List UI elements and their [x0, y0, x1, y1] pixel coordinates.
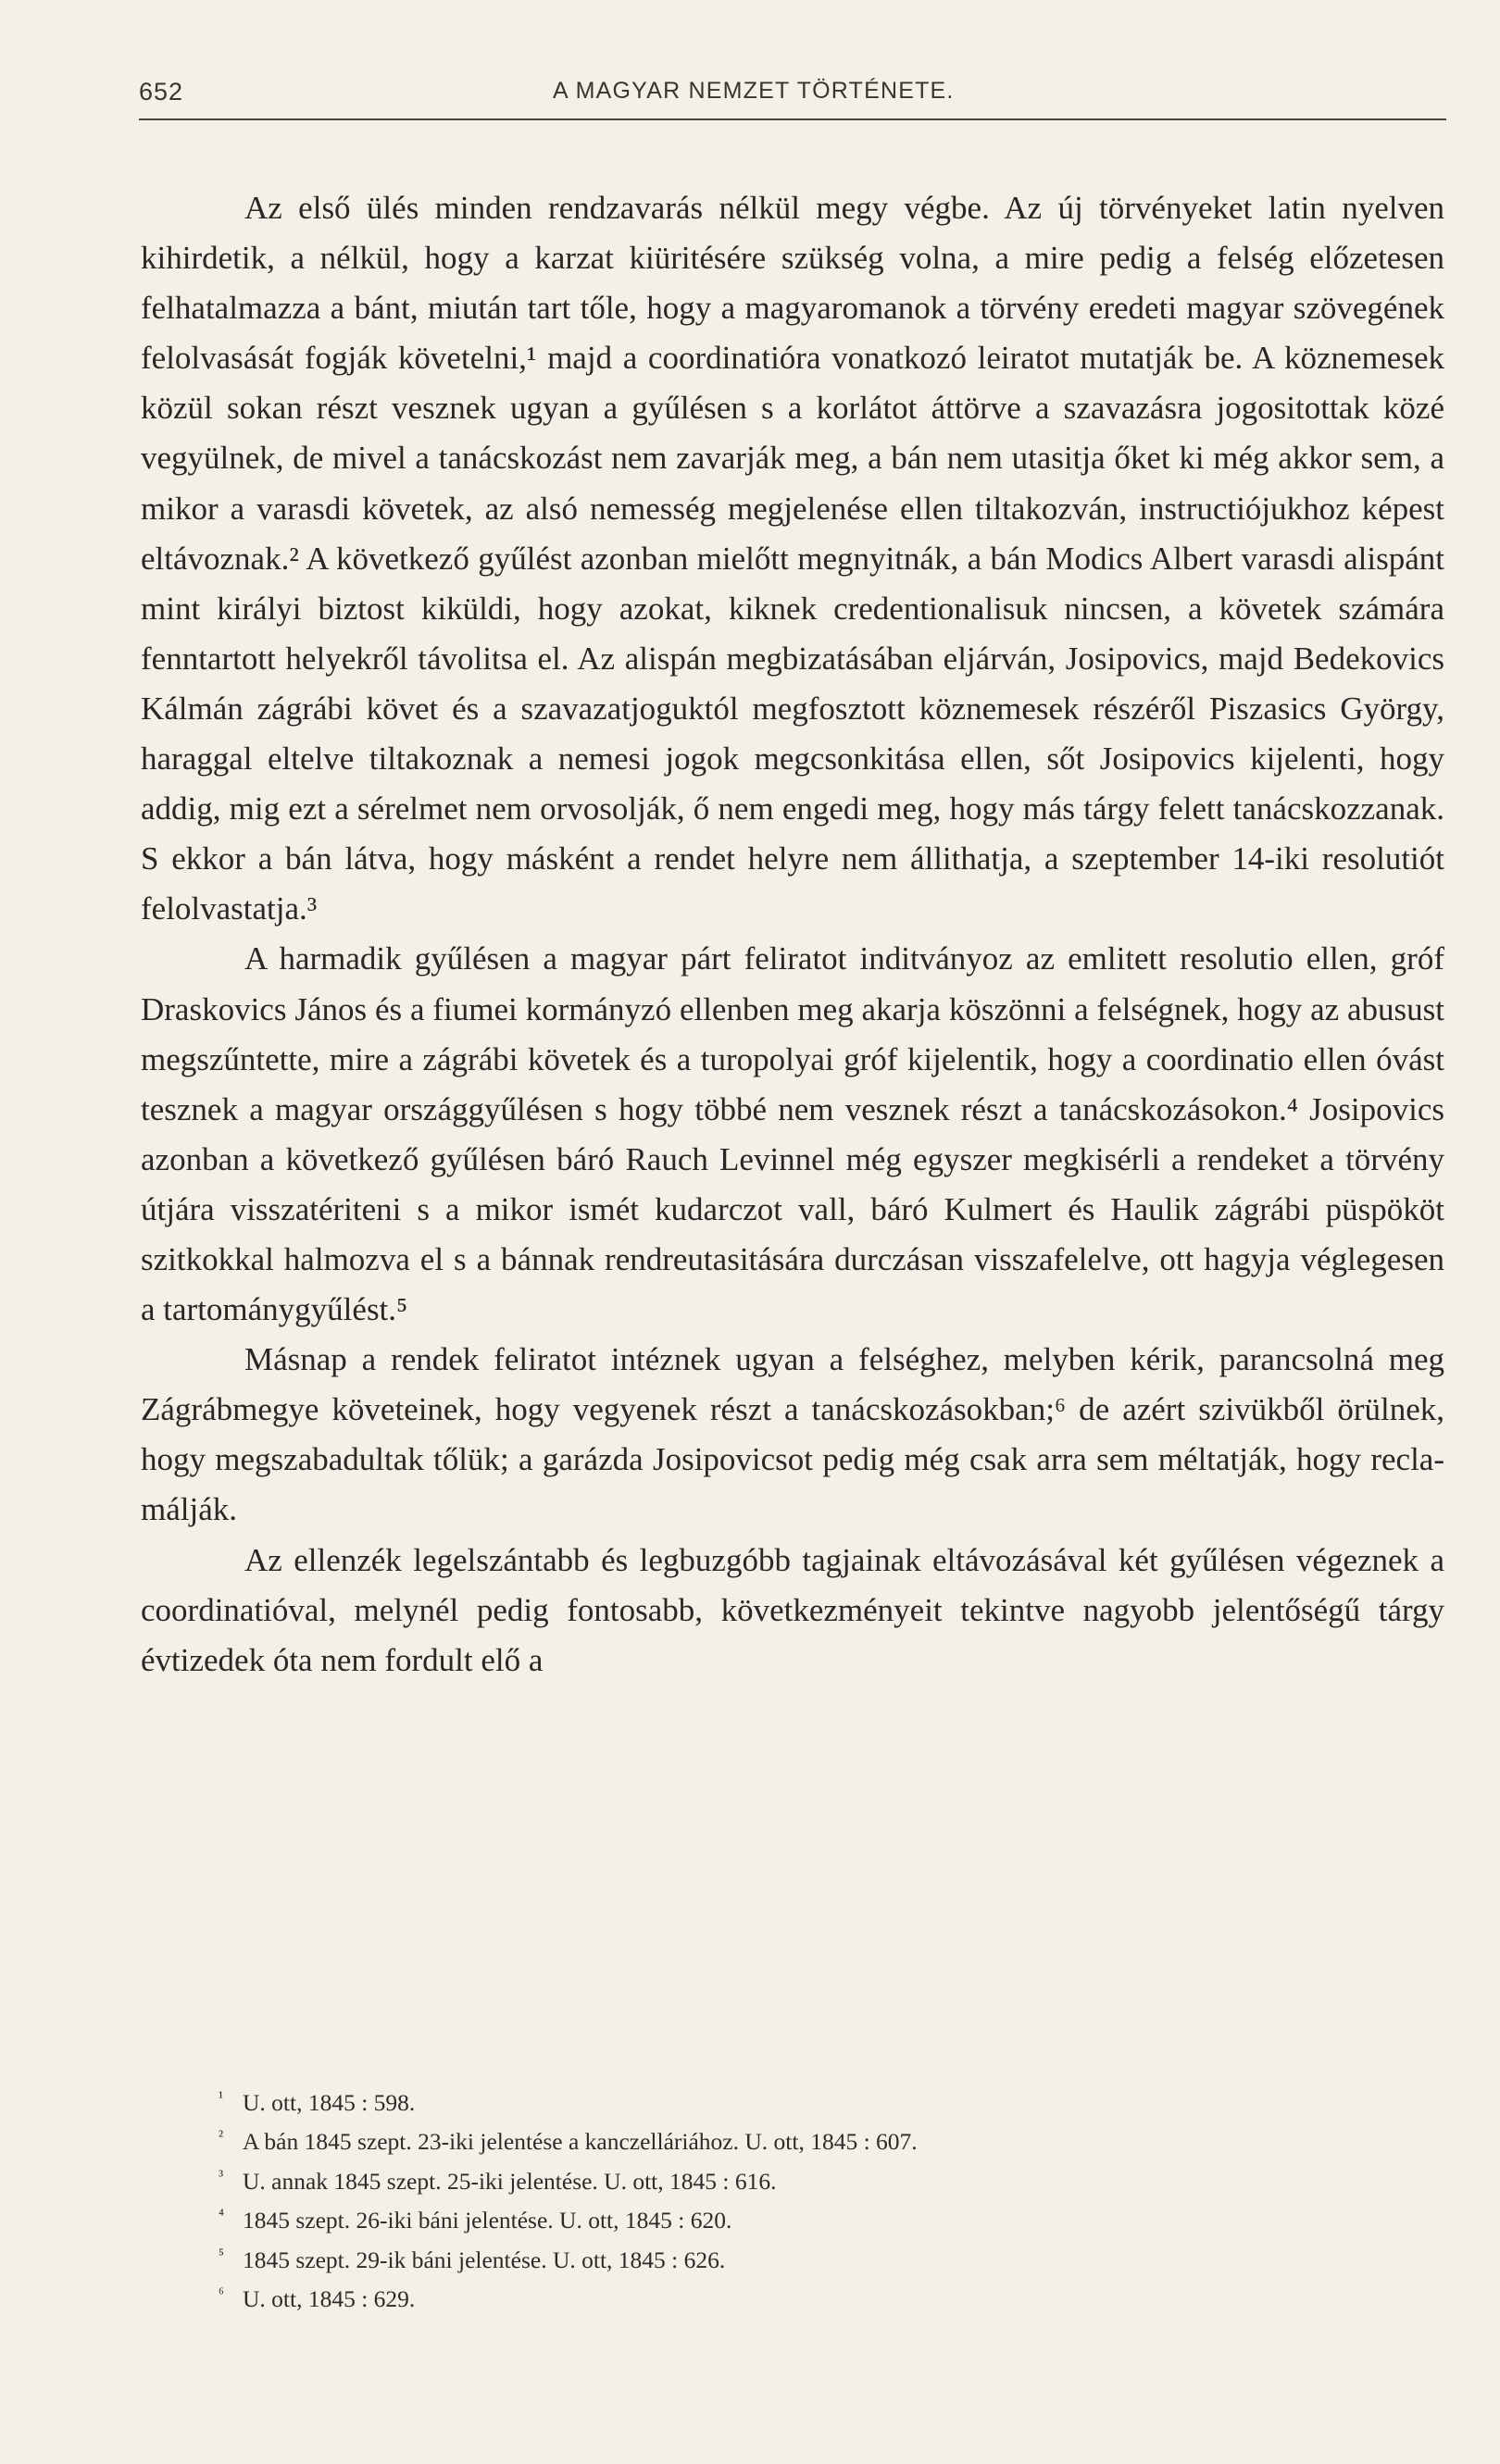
- paragraph: Az első ülés minden rendzavarás nélkül megy végbe. Az új törvényeket latin nyelven kihirdetik, a nélkül, hogy a karzat kiüritésére szükség volna, a mire pedig a felség előzetesen felhatalmazza a bánt, miután tart tőle, hogy a magyaromanok a törvény eredeti magyar szövegének felolvasását fogják követelni,¹ majd a coordinatióra vonatkozó leiratot mutatják be. A köznemesek közül sokan részt vesznek ugyan a gyűlésen s a korlátot áttörve a szavazásra jogositottak közé vegyülnek, de mivel a tanácskozást nem zavarják meg, a bán nem utasitja őket ki még akkor sem, a mikor a varasdi követek, az alsó nemesség megjelenése ellen tiltakozván, instructiójukhoz képest eltávoznak.² A következő gyűlést azonban mielőtt megnyitnák, a bán Modics Albert varasdi alispánt mint királyi biztost kiküldi, hogy azokat, kiknek credentionalisuk nincsen, a követek számára fenntartott helyekről távolitsa el. Az alispán megbizatásában eljárván, Josipovics, majd Bedekovics Kálmán zágrábi követ és a szavazatjoguktól megfosztott köznemesek részéről Piszasics György, haraggal eltelve tiltakoznak a nemesi jogok megcsonkitása ellen, sőt Josipovics kijelenti, hogy addig, mig ezt a sérelmet nem orvosolják, ő nem engedi meg, hogy más tárgy felett tanácskozzanak. S ekkor a bán látva, hogy másként a rendet helyre nem állithatja, a szeptember 14-iki resolutiót felolvastatja.³: [141, 190, 1444, 927]
- footnote-mark: ⁶: [219, 2284, 224, 2303]
- footnote: [219, 2241, 1446, 2280]
- page-number: 652: [139, 78, 184, 106]
- footnote: [219, 2122, 1446, 2161]
- footnote-mark: ¹: [219, 2088, 224, 2106]
- footnote-text: U. ott, 1845 : 598.: [243, 2089, 416, 2116]
- header-rule: [139, 118, 1446, 120]
- paragraph: Másnap a rendek feliratot intéznek ugyan a felséghez, melyben kérik, parancsolná meg Zágrábmegye követeinek, hogy vegyenek részt a tanácskozásokban;⁶ de azért szivükből örülnek, hogy megszabadultak tőlük; a garázda Josipovicsot pedig még csak arra sem méltatják, hogy reclamálják.: [141, 1341, 1444, 1528]
- footnote-text: U. ott, 1845 : 629.: [243, 2285, 416, 2313]
- footnote: [219, 2162, 1446, 2201]
- paragraph: Az ellenzék legelszántabb és legbuzgóbb tagjainak eltávozásával két gyűlésen végeznek a coordinatióval, melynél pedig fontosabb, következményeit tekintve nagyobb jelentőségű tárgy évtizedek óta nem fordult elő a: [141, 1541, 1444, 1678]
- footnote: [219, 2201, 1446, 2240]
- running-title: A MAGYAR NEMZET TÖRTÉNETE.: [553, 78, 955, 104]
- footnote-mark: ⁴: [219, 2206, 224, 2224]
- footnote-text: A bán 1845 szept. 23-iki jelentése a kanczelláriához. U. ott, 1845 : 607.: [243, 2128, 918, 2156]
- footnote: [219, 2084, 1446, 2122]
- footnotes: [219, 2084, 1446, 2319]
- footnote-mark: ⁵: [219, 2245, 224, 2263]
- footnote-mark: ³: [219, 2166, 224, 2184]
- footnote-text: 1845 szept. 29-ik báni jelentése. U. ott, 1845 : 626.: [243, 2246, 726, 2273]
- footnote-mark: ²: [219, 2127, 224, 2146]
- body-text: [141, 183, 1444, 1686]
- page-header: [139, 78, 1446, 115]
- paragraph: A harmadik gyűlésen a magyar párt feliratot inditványoz az emlitett resolutio ellen, gróf Draskovics János és a fiumei kormányzó ellenben meg akarja köszönni a felségnek, hogy az abusust megszűntette, mire a zágrábi követek és a turopolyai gróf kijelentik, hogy a coordinatio ellen óvást tesznek a magyar országgyűlésen s hogy többé nem vesznek részt a tanácskozásokon.⁴ Josipovics azonban a következő gyűlésen báró Rauch Levinnel még egyszer megkisérli a rendeket a törvény útjára visszatériteni s a mikor ismét kudarczot vall, báró Kulmert és Haulik zágrábi püspököt szitkokkal halmozva el s a bánnak rendreutasitására durczásan visszafelelve, ott hagyja véglegesen a tartománygyűlést.⁵: [141, 940, 1444, 1328]
- footnote-text: U. annak 1845 szept. 25-iki jelentése. U. ott, 1845 : 616.: [243, 2167, 777, 2195]
- footnote-text: 1845 szept. 26-iki báni jelentése. U. ott, 1845 : 620.: [243, 2207, 732, 2234]
- footnote: [219, 2280, 1446, 2319]
